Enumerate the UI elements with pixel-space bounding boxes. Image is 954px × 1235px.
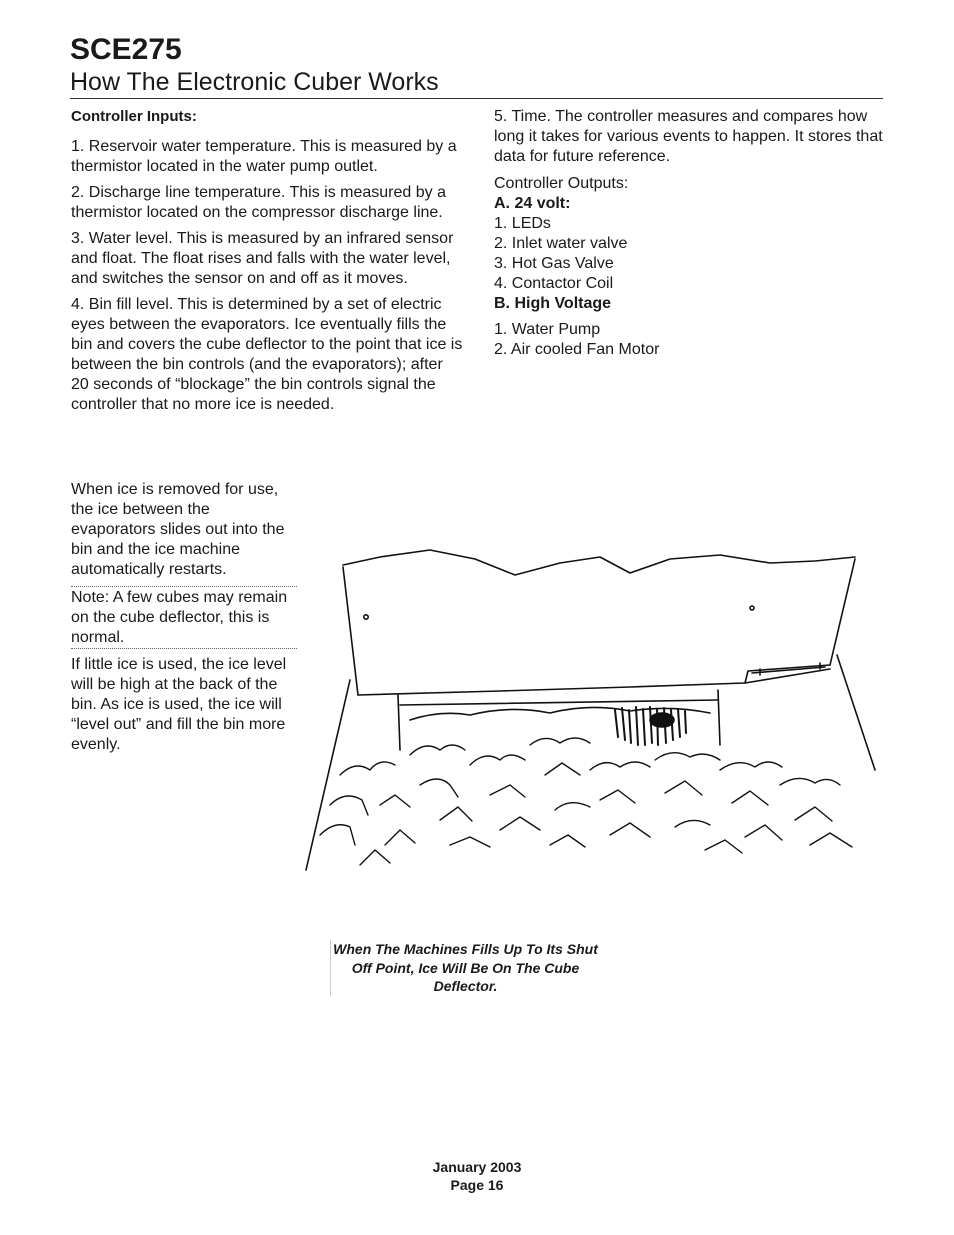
high-voltage-heading: B. High Voltage xyxy=(494,295,612,312)
section-title: How The Electronic Cuber Works xyxy=(70,68,439,96)
input-item: 2. Discharge line temperature. This is measured by a thermistor located on the compressor discharge line. xyxy=(71,184,446,221)
page-footer xyxy=(377,1158,577,1194)
footer-page-number: Page 16 xyxy=(450,1177,504,1193)
ice-level-paragraph: If little ice is used, the ice level will be high at the back of the bin. As ice is used, the ice will “level out” and fill the bin more evenly. xyxy=(71,656,287,753)
controller-outputs-column xyxy=(494,107,884,360)
controller-inputs-heading: Controller Inputs: xyxy=(71,108,197,125)
header-divider xyxy=(70,98,883,99)
side-notes xyxy=(71,480,297,755)
ice-bin-illustration xyxy=(300,545,880,880)
low-voltage-item: 2. Inlet water valve xyxy=(494,235,628,252)
controller-inputs-column xyxy=(71,107,463,421)
high-voltage-item: 2. Air cooled Fan Motor xyxy=(494,341,660,358)
model-title: SCE275 xyxy=(70,33,182,66)
controller-outputs-label: Controller Outputs: xyxy=(494,175,629,192)
low-voltage-item: 1. LEDs xyxy=(494,215,551,232)
input-item: 3. Water level. This is measured by an infrared sensor and float. The float rises and falls with the water level, and switches the sensor on and off as it moves. xyxy=(71,230,454,287)
footer-date: January 2003 xyxy=(432,1159,522,1175)
note-paragraph: Note: A few cubes may remain on the cube deflector, this is normal. xyxy=(71,586,297,649)
high-voltage-item: 1. Water Pump xyxy=(494,321,601,338)
figure-caption: When The Machines Fills Up To Its Shut Off Point, Ice Will Be On The Cube Deflector. xyxy=(330,940,598,996)
input-item: 4. Bin fill level. This is determined by a set of electric eyes between the evaporators. Ice eventually fills the bin and covers the cube deflector to the point that ice is between the bin controls (and the evaporators); after 20 seconds of “blockage” the bin controls signal the controller that no more ice is needed. xyxy=(71,296,463,413)
low-voltage-item: 3. Hot Gas Valve xyxy=(494,255,614,272)
input-item: 1. Reservoir water temperature. This is measured by a thermistor located in the water pump outlet. xyxy=(71,138,457,175)
time-input-item: 5. Time. The controller measures and compares how long it takes for various events to happen. It stores that data for future reference. xyxy=(494,108,883,165)
low-voltage-heading: A. 24 volt: xyxy=(494,195,571,212)
restart-paragraph: When ice is removed for use, the ice between the evaporators slides out into the bin and the ice machine automatically restarts. xyxy=(71,481,285,578)
low-voltage-item: 4. Contactor Coil xyxy=(494,275,614,292)
